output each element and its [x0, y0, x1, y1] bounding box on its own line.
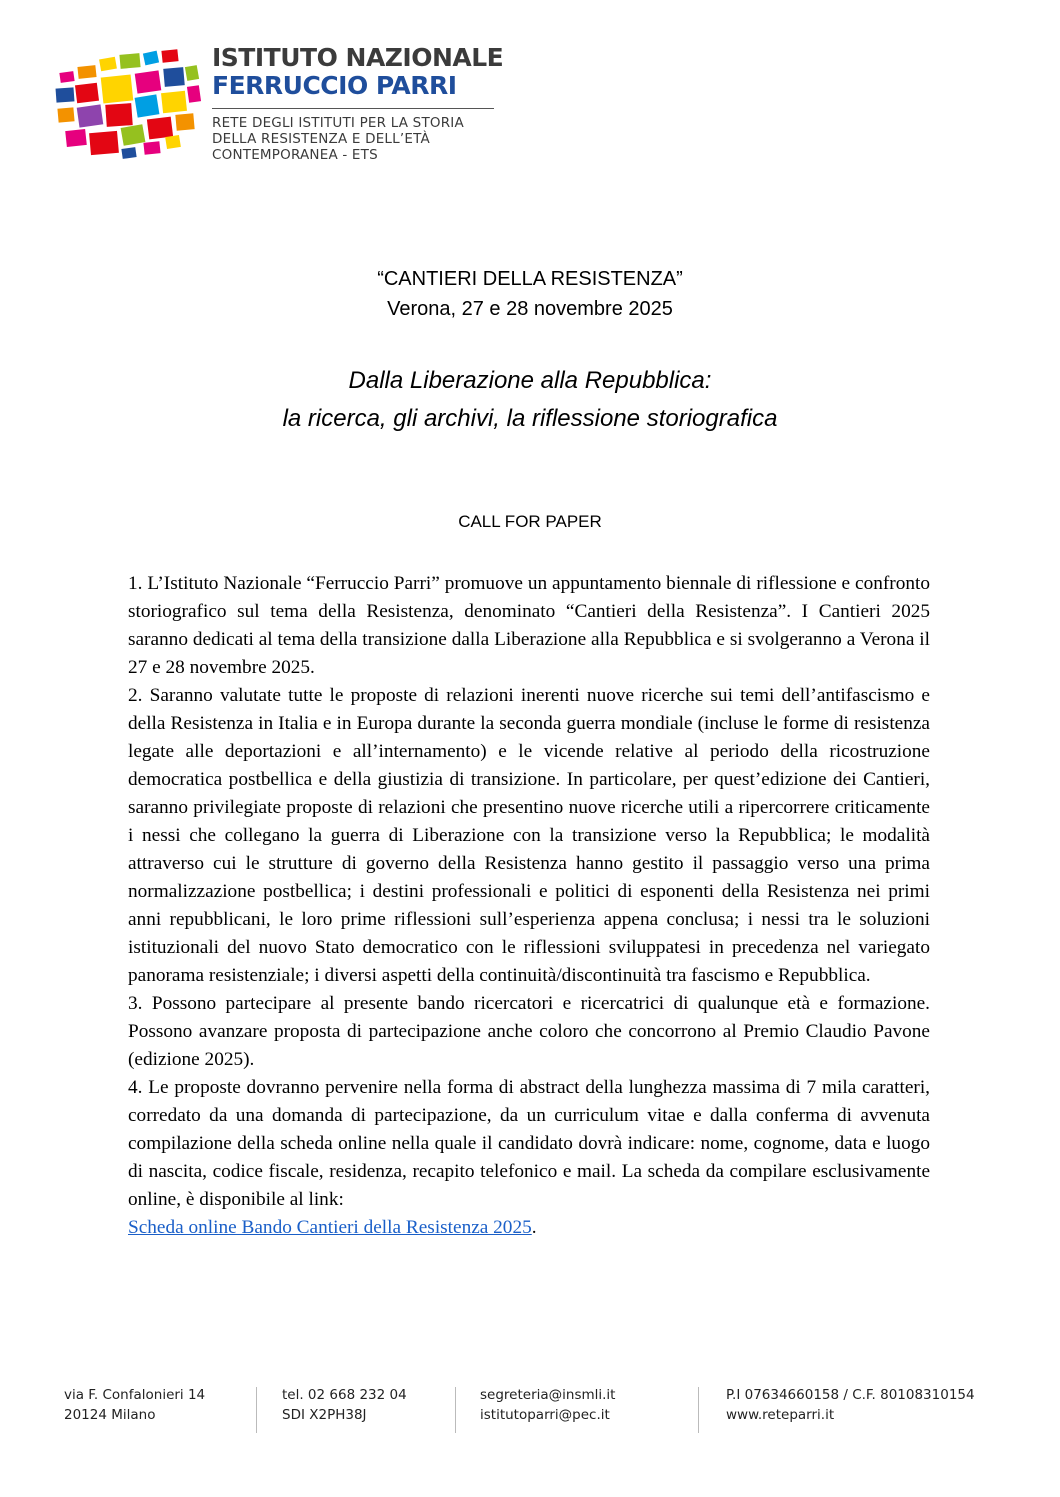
footer-piva: P.I 07634660158 / C.F. 80108310154	[726, 1387, 975, 1403]
event-heading	[0, 264, 1060, 324]
logo-subtitle-line3: CONTEMPORANEA - ETS	[212, 147, 378, 163]
paragraph-3: 3. Possono partecipare al presente bando ricercatori e ricercatrici di qualunque età e formazione. Possono avanzare proposta di partecipazione anche coloro che concorrono al Premio Claudio Pavone (edizione 2025).	[128, 993, 930, 1070]
footer-email2[interactable]: istitutoparri@pec.it	[480, 1407, 610, 1423]
footer-tel: tel. 02 668 232 04	[282, 1387, 407, 1403]
theme-heading	[0, 362, 1060, 438]
logo-title-line2: FERRUCCIO PARRI	[212, 71, 457, 100]
footer-sdi: SDI X2PH38J	[282, 1407, 367, 1423]
event-title: “CANTIERI DELLA RESISTENZA”	[377, 268, 683, 290]
footer-email1[interactable]: segreteria@insmli.it	[480, 1387, 616, 1403]
footer-web[interactable]: www.reteparri.it	[726, 1407, 835, 1423]
scheda-online-link[interactable]: Scheda online Bando Cantieri della Resistenza 2025	[128, 1217, 532, 1238]
paragraph-4: 4. Le proposte dovranno pervenire nella forma di abstract della lunghezza massima di 7 mila caratteri, corredato da una domanda di partecipazione, da un curriculum vitae e dalla conferma di avvenuta compilazione della scheda online nella quale il candidato dovrà indicare: nome, cognome, data e luogo di nascita, codice fiscale, residenza, recapito telefonico e mail. La scheda da compilare esclusivamente online, è disponibile al link:	[128, 1077, 930, 1210]
logo-subtitle-line1: RETE DEGLI ISTITUTI PER LA STORIA	[212, 115, 464, 131]
call-title: CALL FOR PAPER	[458, 512, 602, 531]
footer-phone	[282, 1385, 407, 1425]
paragraph-2: 2. Saranno valutate tutte le proposte di relazioni inerenti nuove ricerche sui temi dell’antifascismo e della Resistenza in Italia e in Europa durante la seconda guerra mondiale (incluse le forme di resistenza legate alle deportazioni e all’internamento) e le vicende relative al periodo della ricostruzione democratica postbellica e della giustizia di transizione. In particolare, per quest’edizione dei Cantieri, saranno privilegiate proposte di relazioni che presentino nuove ricerche utili a ripercorrere criticamente i nessi che collegano la guerra di Liberazione con la transizione verso la Repubblica; le modalità attraverso cui le strutture di governo della Resistenza hanno gestito il passaggio verso una prima normalizzazione postbellica; i destini professionali e politici di esponenti della Resistenza nei primi anni repubblicani, le loro prime riflessioni sull’esperienza appena conclusa; i nessi tra le soluzioni istituzionali del nuovo Stato democratico con le riflessioni sviluppatesi in precedenza nel variegato panorama resistenziale; i diversi aspetti della continuità/discontinuità tra fascismo e Repubblica.	[128, 685, 930, 986]
paragraph-1: 1. L’Istituto Nazionale “Ferruccio Parri” promuove un appuntamento biennale di riflessione e confronto storiografico sul tema della Resistenza, denominato “Cantieri della Resistenza”. I Cantieri 2025 saranno dedicati al tema della transizione dalla Liberazione alla Repubblica e si svolgeranno a Verona il 27 e 28 novembre 2025.	[128, 573, 930, 678]
logo-title-line1: ISTITUTO NAZIONALE	[212, 43, 504, 72]
event-place-date: Verona, 27 e 28 novembre 2025	[387, 298, 673, 320]
logo-divider	[212, 108, 494, 109]
logo-subtitle-line2: DELLA RESISTENZA E DELL’ETÀ	[212, 131, 430, 147]
logo-mosaic-icon	[52, 44, 202, 164]
link-paragraph	[128, 1214, 930, 1242]
document-body	[128, 570, 930, 1242]
logo-text	[212, 44, 502, 163]
footer-address-line1: via F. Confalonieri 14	[64, 1387, 206, 1403]
footer-tax	[726, 1385, 975, 1425]
footer-address	[64, 1385, 205, 1425]
theme-line2: la ricerca, gli archivi, la riflessione storiografica	[282, 405, 778, 432]
footer-divider	[698, 1387, 699, 1433]
footer-email	[480, 1385, 615, 1425]
footer	[0, 1385, 1060, 1435]
footer-divider	[455, 1387, 456, 1433]
footer-address-line2: 20124 Milano	[64, 1407, 156, 1423]
link-suffix: .	[531, 1217, 537, 1238]
footer-divider	[256, 1387, 257, 1433]
theme-line1: Dalla Liberazione alla Repubblica:	[348, 367, 712, 394]
